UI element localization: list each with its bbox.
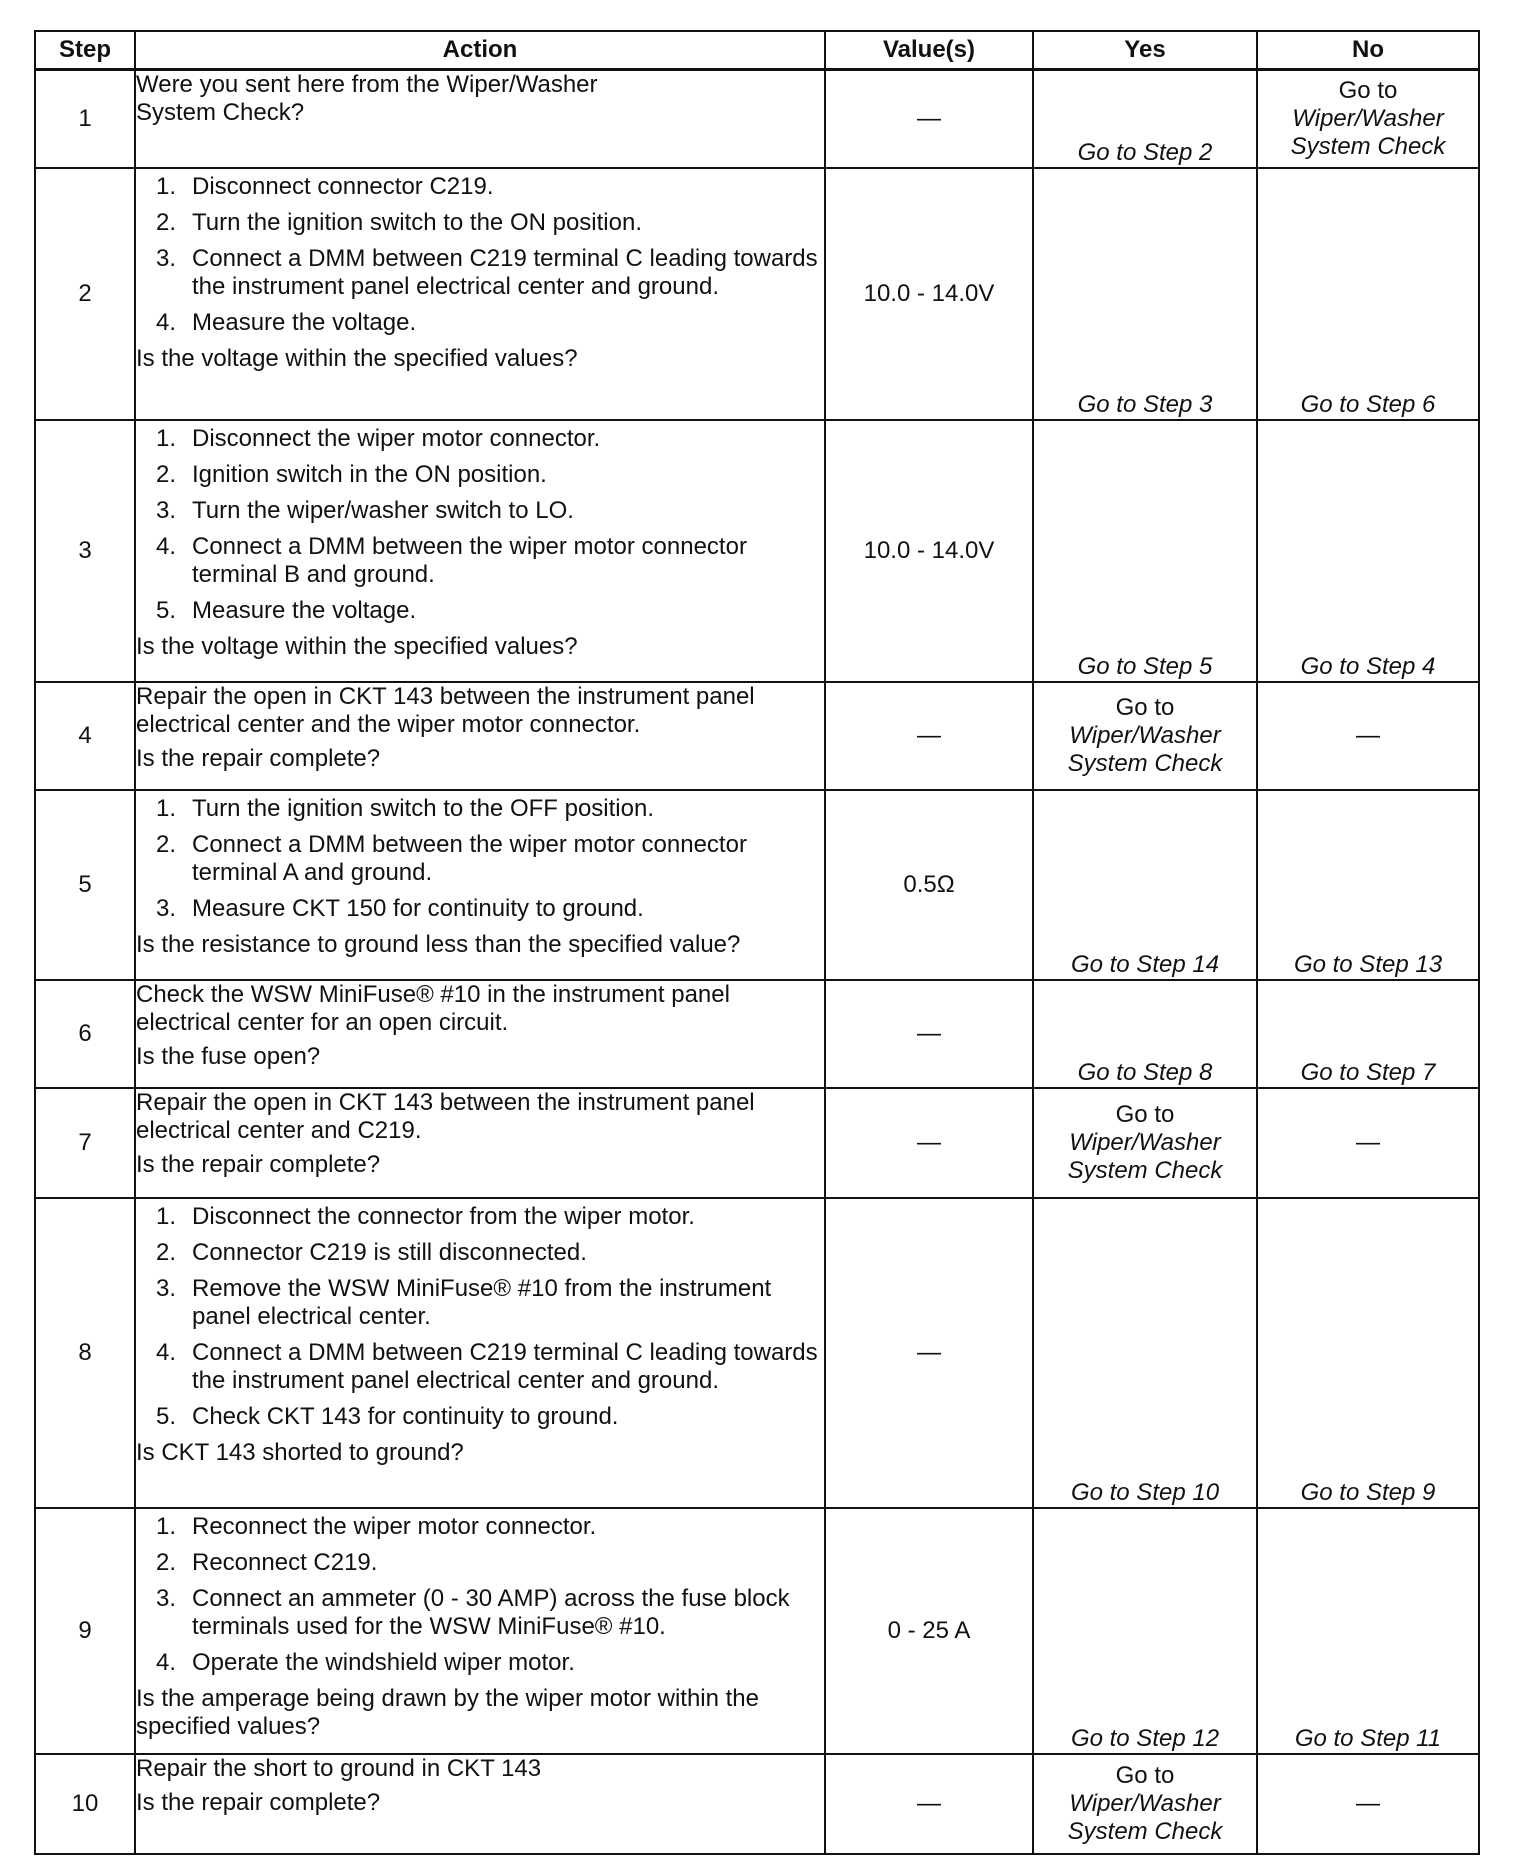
action-cell <box>135 70 825 168</box>
list-item: 3. Remove the WSW MiniFuse® #10 from the instrument panel electrical center. <box>156 1274 772 1330</box>
no-cell: — <box>1257 1754 1479 1854</box>
step-number: 5 <box>35 790 135 980</box>
table-row-step-2 <box>35 168 1479 420</box>
value-cell: 0 - 25 A <box>825 1508 1033 1754</box>
list-item: 1. Reconnect the wiper motor connector. <box>156 1512 597 1540</box>
step-number: 3 <box>35 420 135 682</box>
procedure-list <box>136 1203 824 1431</box>
no-cell: Go to Step 13 <box>1257 790 1479 980</box>
header-action: Action <box>135 31 825 70</box>
action-text: Were you sent here from the Wiper/Washer <box>136 71 598 98</box>
value-cell: 10.0 - 14.0V <box>825 168 1033 420</box>
yes-cell: Go to Step 2 <box>1033 70 1257 168</box>
value-cell: 0.5Ω <box>825 790 1033 980</box>
action-cell <box>135 1088 825 1198</box>
list-item: 1. Disconnect connector C219. <box>156 172 494 200</box>
goto-target: Wiper/Washer <box>1069 1789 1221 1817</box>
no-cell <box>1257 70 1479 168</box>
no-cell: — <box>1257 682 1479 790</box>
list-item: 2. Ignition switch in the ON position. <box>156 460 547 488</box>
goto-label: Go to <box>1338 76 1398 104</box>
list-item: 2. Reconnect C219. <box>156 1548 378 1576</box>
step-number: 9 <box>35 1508 135 1754</box>
list-item: 3. Connect a DMM between C219 terminal C leading towards the instrument panel electrical center and ground. <box>156 244 818 300</box>
no-cell: Go to Step 9 <box>1257 1198 1479 1508</box>
list-item: 4. Connect a DMM between C219 terminal C leading towards the instrument panel electrical center and ground. <box>156 1338 818 1394</box>
value-cell: — <box>825 682 1033 790</box>
yes-cell <box>1033 1754 1257 1854</box>
yes-cell <box>1033 1088 1257 1198</box>
goto-target: System Check <box>1067 1156 1223 1184</box>
list-item: 1. Turn the ignition switch to the OFF position. <box>156 794 654 822</box>
list-item: 4. Connect a DMM between the wiper motor connector terminal B and ground. <box>156 532 747 588</box>
header-values: Value(s) <box>825 31 1033 70</box>
value-cell: — <box>825 980 1033 1088</box>
no-cell: — <box>1257 1088 1479 1198</box>
question-text: Is CKT 143 shorted to ground? <box>136 1438 464 1466</box>
question-text: Is the voltage within the specified values? <box>136 344 578 372</box>
list-item: 2. Turn the ignition switch to the ON position. <box>156 208 642 236</box>
table-row-step-4 <box>35 682 1479 790</box>
list-item: 2. Connector C219 is still disconnected. <box>156 1238 587 1266</box>
no-cell: Go to Step 4 <box>1257 420 1479 682</box>
value-cell: — <box>825 1198 1033 1508</box>
goto-target: System Check <box>1290 132 1446 160</box>
table-row-step-5 <box>35 790 1479 980</box>
step-number: 4 <box>35 682 135 790</box>
value-cell: — <box>825 1754 1033 1854</box>
action-cell <box>135 980 825 1088</box>
yes-cell <box>1033 682 1257 790</box>
step-number: 7 <box>35 1088 135 1198</box>
step-number: 8 <box>35 1198 135 1508</box>
procedure-list <box>136 1513 824 1677</box>
question-text: Is the repair complete? <box>136 1788 381 1816</box>
list-item: 4. Operate the windshield wiper motor. <box>156 1648 575 1676</box>
question-text: Is the resistance to ground less than the specified value? <box>136 930 741 958</box>
goto-label: Go to <box>1115 693 1175 721</box>
action-cell <box>135 1508 825 1754</box>
goto-target: Wiper/Washer <box>1292 104 1444 132</box>
action-cell <box>135 790 825 980</box>
goto-label: Go to <box>1115 1761 1175 1789</box>
goto-target: System Check <box>1067 749 1223 777</box>
question-text: Is the repair complete? <box>136 744 381 772</box>
yes-cell: Go to Step 3 <box>1033 168 1257 420</box>
action-cell <box>135 682 825 790</box>
list-item: 3. Connect an ammeter (0 - 30 AMP) across the fuse block terminals used for the WSW MiniFuse® #10. <box>156 1584 790 1640</box>
table-row-step-8 <box>35 1198 1479 1508</box>
header-row <box>35 31 1479 70</box>
table-row-step-7 <box>35 1088 1479 1198</box>
procedure-list <box>136 173 824 337</box>
no-cell: Go to Step 11 <box>1257 1508 1479 1754</box>
procedure-list <box>136 795 824 923</box>
table-row-step-1 <box>35 70 1479 168</box>
action-cell <box>135 1198 825 1508</box>
goto-target: System Check <box>1067 1817 1223 1845</box>
list-item: 4. Measure the voltage. <box>156 308 417 336</box>
list-item: 2. Connect a DMM between the wiper motor connector terminal A and ground. <box>156 830 747 886</box>
action-cell <box>135 1754 825 1854</box>
table-row-step-9 <box>35 1508 1479 1754</box>
yes-cell: Go to Step 8 <box>1033 980 1257 1088</box>
list-item: 1. Disconnect the connector from the wiper motor. <box>156 1202 695 1230</box>
goto-label: Go to <box>1115 1100 1175 1128</box>
step-number: 6 <box>35 980 135 1088</box>
step-number: 10 <box>35 1754 135 1854</box>
diagnostic-table <box>34 30 1480 1855</box>
yes-cell: Go to Step 14 <box>1033 790 1257 980</box>
action-cell <box>135 420 825 682</box>
step-number: 2 <box>35 168 135 420</box>
no-cell: Go to Step 6 <box>1257 168 1479 420</box>
procedure-list <box>136 425 824 625</box>
header-no: No <box>1257 31 1479 70</box>
action-text: System Check? <box>136 99 305 126</box>
header-step: Step <box>35 31 135 70</box>
list-item: 1. Disconnect the wiper motor connector. <box>156 424 601 452</box>
table-row-step-3 <box>35 420 1479 682</box>
list-item: 5. Measure the voltage. <box>156 596 417 624</box>
question-text: Is the repair complete? <box>136 1150 381 1178</box>
value-cell: — <box>825 70 1033 168</box>
question-text: Is the fuse open? <box>136 1042 321 1070</box>
value-cell: — <box>825 1088 1033 1198</box>
action-text: Repair the short to ground in CKT 143 <box>136 1754 542 1782</box>
question-text: Is the voltage within the specified values? <box>136 632 578 660</box>
action-cell <box>135 168 825 420</box>
no-cell: Go to Step 7 <box>1257 980 1479 1088</box>
list-item: 5. Check CKT 143 for continuity to ground. <box>156 1402 619 1430</box>
list-item: 3. Turn the wiper/washer switch to LO. <box>156 496 574 524</box>
action-text: Check the WSW MiniFuse® #10 in the instrument panel electrical center for an open circuit. <box>136 980 730 1036</box>
table-row-step-6 <box>35 980 1479 1088</box>
goto-target: Wiper/Washer <box>1069 1128 1221 1156</box>
yes-cell: Go to Step 10 <box>1033 1198 1257 1508</box>
yes-cell: Go to Step 12 <box>1033 1508 1257 1754</box>
step-number: 1 <box>35 70 135 168</box>
action-text: Repair the open in CKT 143 between the instrument panel electrical center and C219. <box>136 1088 755 1144</box>
question-text: Is the amperage being drawn by the wiper motor within the specified values? <box>136 1684 760 1740</box>
table-row-step-10 <box>35 1754 1479 1854</box>
yes-cell: Go to Step 5 <box>1033 420 1257 682</box>
goto-target: Wiper/Washer <box>1069 721 1221 749</box>
value-cell: 10.0 - 14.0V <box>825 420 1033 682</box>
header-yes: Yes <box>1033 31 1257 70</box>
action-text: Repair the open in CKT 143 between the instrument panel electrical center and the wiper motor connector. <box>136 682 755 738</box>
list-item: 3. Measure CKT 150 for continuity to ground. <box>156 894 644 922</box>
